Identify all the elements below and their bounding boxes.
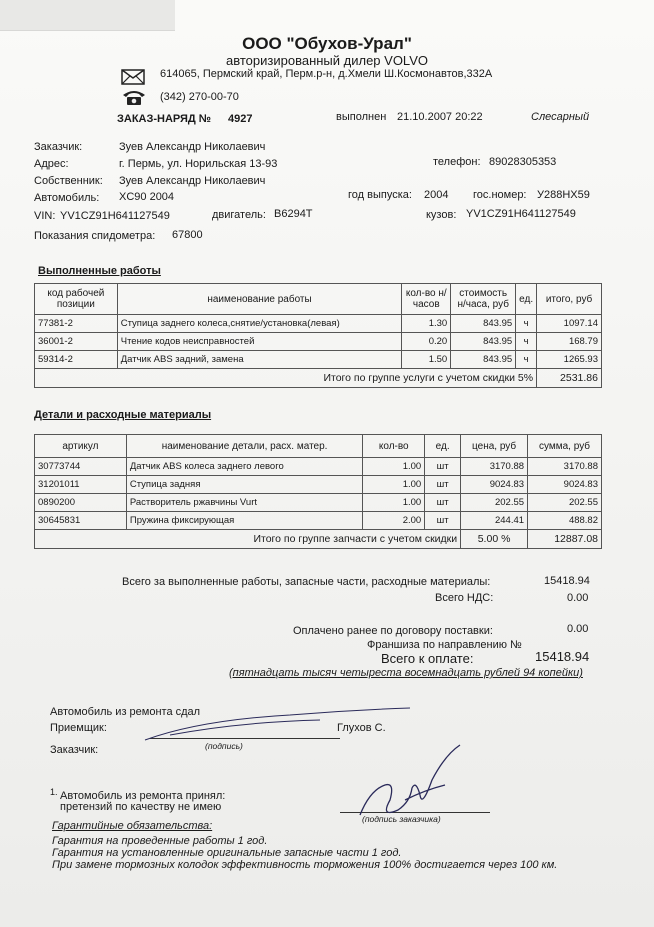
work-unit: ч	[516, 315, 537, 333]
part-name: Пружина фиксирующая	[126, 512, 362, 530]
total-all-label: Всего за выполненные работы, запасные части, расходные материалы:	[122, 576, 491, 588]
part-article: 30645831	[35, 512, 127, 530]
prepaid-label: Оплачено ранее по договору поставки:	[293, 625, 493, 637]
receiver-signature	[140, 700, 420, 745]
table-row	[35, 512, 602, 530]
work-qty: 1.50	[402, 351, 451, 369]
engine-label: двигатель:	[212, 209, 266, 221]
company-phone: (342) 270-00-70	[160, 91, 239, 103]
order-department: Слесарный	[531, 111, 590, 123]
works-col-unit: ед.	[516, 284, 537, 315]
parts-col-article: артикул	[35, 435, 127, 458]
work-total: 1097.14	[537, 315, 602, 333]
owner-value: Зуев Александр Николаевич	[119, 175, 266, 187]
table-row	[35, 333, 602, 351]
work-qty: 1.30	[402, 315, 451, 333]
accepted-number: 1.	[50, 787, 58, 797]
work-unit: ч	[516, 351, 537, 369]
works-col-code: код рабочей позиции	[35, 284, 118, 315]
plate-label: гос.номер:	[473, 189, 527, 201]
works-col-name: наименование работы	[117, 284, 402, 315]
work-price: 843.95	[451, 315, 516, 333]
work-total: 1265.93	[537, 351, 602, 369]
owner-label: Собственник:	[34, 175, 103, 187]
customer-sign-label: Заказчик:	[50, 744, 99, 756]
vin-label: VIN:	[34, 210, 56, 222]
vin-value: YV1CZ91H641127549	[60, 210, 170, 222]
work-total: 168.79	[537, 333, 602, 351]
car-value: XC90 2004	[119, 191, 175, 203]
accepted-line-2: претензий по качеству не имею	[60, 801, 222, 813]
parts-col-qty: кол-во	[363, 435, 425, 458]
phone-value: 89028305353	[489, 156, 557, 168]
phone-label: телефон:	[433, 156, 481, 168]
vat-label: Всего НДС:	[435, 592, 494, 604]
works-col-total: итого, руб	[537, 284, 602, 315]
part-article: 0890200	[35, 494, 127, 512]
customer-label: Заказчик:	[34, 141, 83, 153]
parts-table	[34, 434, 602, 549]
work-price: 843.95	[451, 351, 516, 369]
work-code: 36001-2	[35, 333, 118, 351]
part-qty: 1.00	[363, 494, 425, 512]
work-code: 77381-2	[35, 315, 118, 333]
works-col-price: стоимость н/часа, руб	[451, 284, 516, 315]
customer-signature-caption: (подпись заказчика)	[362, 814, 441, 824]
customer-value: Зуев Александр Николаевич	[119, 141, 266, 153]
part-unit: шт	[425, 458, 461, 476]
part-article: 31201011	[35, 476, 127, 494]
pay-label: Всего к оплате:	[381, 651, 474, 666]
work-unit: ч	[516, 333, 537, 351]
part-qty: 2.00	[363, 512, 425, 530]
part-price: 9024.83	[461, 476, 528, 494]
work-name: Чтение кодов неисправностей	[117, 333, 402, 351]
part-price: 3170.88	[461, 458, 528, 476]
warranty-line-2: Гарантия на установленные оригинальные запасные части 1 год.	[52, 847, 402, 859]
works-section-title: Выполненные работы	[38, 265, 161, 277]
receiver-label: Приемщик:	[50, 722, 107, 734]
pay-value: 15418.94	[535, 649, 590, 664]
part-qty: 1.00	[363, 458, 425, 476]
warranty-line-3: При замене тормозных колодок эффективность торможения 100% достигается через 100 км.	[52, 859, 558, 871]
parts-subtotal-label: Итого по группе запчасти с учетом скидки	[35, 530, 461, 549]
table-row	[35, 476, 602, 494]
warranty-line-1: Гарантия на проведенные работы 1 год.	[52, 835, 268, 847]
parts-discount: 5.00 %	[461, 530, 528, 549]
body-label: кузов:	[426, 209, 457, 221]
part-article: 30773744	[35, 458, 127, 476]
accepted-line-1: Автомобиль из ремонта принял:	[60, 790, 226, 802]
amount-in-words: (пятнадцать тысяч четыреста восемнадцать рублей 94 копейки)	[229, 667, 583, 679]
parts-col-sum: сумма, руб	[528, 435, 602, 458]
company-address: 614065, Пермский край, Перм.р-н, д.Хмели Ш.Космонавтов,332А	[160, 68, 493, 80]
signature-caption: (подпись)	[205, 741, 243, 751]
table-row	[35, 458, 602, 476]
address-label: Адрес:	[34, 158, 69, 170]
work-qty: 0.20	[402, 333, 451, 351]
order-number: 4927	[228, 113, 253, 125]
car-handed-label: Автомобиль из ремонта сдал	[50, 706, 201, 718]
parts-header-row	[35, 435, 602, 458]
receiver-name: Глухов С.	[337, 722, 386, 734]
part-unit: шт	[425, 494, 461, 512]
odometer-value: 67800	[172, 229, 203, 241]
part-unit: шт	[425, 476, 461, 494]
works-header-row	[35, 284, 602, 315]
part-sum: 488.82	[528, 512, 602, 530]
work-name: Датчик ABS задний, замена	[117, 351, 402, 369]
parts-subtotal-row	[35, 530, 602, 549]
total-all-value: 15418.94	[544, 575, 590, 587]
work-name: Ступица заднего колеса,снятие/установка(левая)	[117, 315, 402, 333]
parts-col-unit: ед.	[425, 435, 461, 458]
works-subtotal-label: Итого по группе услуги с учетом скидки 5%	[35, 369, 537, 388]
odometer-label: Показания спидометра:	[34, 230, 156, 242]
dealer-line: авторизированный дилер VOLVO	[226, 53, 428, 68]
customer-signature	[350, 740, 470, 830]
part-name: Ступица задняя	[126, 476, 362, 494]
works-table	[34, 283, 602, 388]
part-unit: шт	[425, 512, 461, 530]
plate-value: У288НХ59	[537, 189, 590, 201]
table-row	[35, 351, 602, 369]
paper-fold	[0, 0, 175, 31]
part-price: 202.55	[461, 494, 528, 512]
order-done-label: выполнен	[336, 111, 387, 123]
parts-section-title: Детали и расходные материалы	[34, 409, 212, 421]
part-sum: 9024.83	[528, 476, 602, 494]
franchise-label: Франшиза по направлению №	[367, 639, 522, 651]
year-value: 2004	[424, 189, 449, 201]
works-subtotal-value: 2531.86	[537, 369, 602, 388]
order-title: ЗАКАЗ-НАРЯД №	[117, 113, 212, 125]
work-code: 59314-2	[35, 351, 118, 369]
body-value: YV1CZ91H641127549	[466, 208, 576, 220]
vat-value: 0.00	[567, 592, 589, 604]
year-label: год выпуска:	[348, 189, 412, 201]
car-label: Автомобиль:	[34, 192, 100, 204]
address-value: г. Пермь, ул. Норильская 13-93	[119, 158, 278, 170]
work-price: 843.95	[451, 333, 516, 351]
part-qty: 1.00	[363, 476, 425, 494]
parts-col-price: цена, руб	[461, 435, 528, 458]
table-row	[35, 494, 602, 512]
warranty-title: Гарантийные обязательства:	[52, 820, 213, 832]
part-name: Датчик ABS колеса заднего левого	[126, 458, 362, 476]
engine-value: B6294T	[274, 208, 313, 220]
part-sum: 3170.88	[528, 458, 602, 476]
works-col-qty: кол-во н/часов	[402, 284, 451, 315]
part-price: 244.41	[461, 512, 528, 530]
telephone-icon	[121, 88, 147, 106]
table-row	[35, 315, 602, 333]
part-name: Растворитель ржавчины Vurt	[126, 494, 362, 512]
part-sum: 202.55	[528, 494, 602, 512]
company-name: ООО "Обухов-Урал"	[242, 34, 412, 53]
envelope-icon	[121, 69, 145, 85]
parts-col-name: наименование детали, расх. матер.	[126, 435, 362, 458]
order-done-date: 21.10.2007 20:22	[397, 111, 483, 123]
parts-subtotal-value: 12887.08	[528, 530, 602, 549]
prepaid-value: 0.00	[567, 623, 589, 635]
works-subtotal-row	[35, 369, 602, 388]
